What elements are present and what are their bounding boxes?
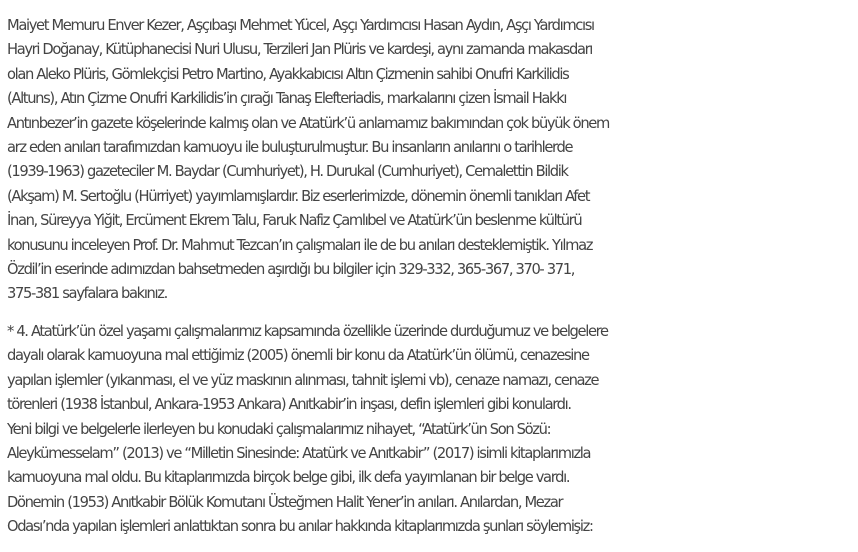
text-line: Odası’nda yapılan işlemleri anlattıktan sonra bu anılar hakkında kitaplarımızda şunları söylemişiz:: [7, 518, 593, 536]
text-line: (1939-1963) gazeteciler M. Baydar (Cumhuriyet), H. Durukal (Cumhuriyet), Cemalettin Bildik: [7, 163, 568, 181]
text-line: Dönemin (1953) Anıtkabir Bölük Komutanı Üsteğmen Halit Yener’in anıları. Anılardan, Mezar: [7, 493, 563, 511]
text-line: törenleri (1938 İstanbul, Ankara-1953 Ankara) Anıtkabir’in inşası, defin işlemleri gibi konulardı.: [7, 396, 571, 414]
paragraph-sources: [7, 14, 858, 307]
text-line: (Altuns), Atın Çizme Onufri Karkilidis’in çırağı Tanaş Elefteriadis, markalarını çizen İsmail Hakkı: [7, 90, 567, 108]
text-line: Antınbezer’in gazete köşelerinde kalmış olan ve Atatürk’ü anlamamız bakımından çok büyük önem: [7, 114, 609, 132]
text-line: olan Aleko Plüris, Gömlekçisi Petro Martino, Ayakkabıcısı Altın Çizmenin sahibi Onufri Karkilidis: [7, 65, 569, 83]
text-line: Hayri Doğanay, Kütüphanecisi Nuri Ulusu, Terzileri Jan Plüris ve kardeşi, aynı zamanda makasdarı: [7, 41, 593, 59]
text-line: Aleykümesselam” (2013) ve “Milletin Sinesinde: Atatürk ve Anıtkabir” (2017) isimli kitaplarımızla: [7, 444, 591, 462]
text-line: konusunu inceleyen Prof. Dr. Mahmut Tezcan’ın çalışmaları ile de bu anıları desteklemiştik. Yılmaz: [7, 236, 593, 254]
text-line: yapılan işlemler (yıkanması, el ve yüz maskının alınması, tahnit işlemi vb), cenaze namazı, cenaze: [7, 371, 599, 389]
article-body: [7, 14, 858, 540]
text-line: (Akşam) M. Sertoğlu (Hürriyet) yayımlamışlardır. Biz eserlerimizde, dönemin önemli tanıkları Afet: [7, 187, 590, 205]
text-line: Maiyet Memuru Enver Kezer, Aşçıbaşı Mehmet Yücel, Aşçı Yardımcısı Hasan Aydın, Aşçı Yardımcısı: [7, 17, 594, 34]
text-line: Özdil’in eserinde adımızdan bahsetmeden aşırdığı bu bilgiler için 329-332, 365-367, 370- 371,: [7, 261, 575, 279]
text-line: dayalı olarak kamuoyuna mal ettiğimiz (2005) önemli bir konu da Atatürk’ün ölümü, cenazesine: [7, 347, 589, 365]
text-line: İnan, Süreyya Yiğit, Ercüment Ekrem Talu, Faruk Nafiz Çamlıbel ve Atatürk’ün beslenme kültürü: [7, 212, 582, 230]
text-line: Yeni bilgi ve belgelerle ilerleyen bu konudaki çalışmalarımız nihayet, “Atatürk’ün Son Sözü:: [7, 420, 551, 438]
text-line: 375-381 sayfalara bakınız.: [7, 285, 167, 303]
paragraph-item-4: [7, 320, 858, 540]
text-line: kamuoyuna mal oldu. Bu kitaplarımızda birçok belge gibi, ilk defa yayımlanan bir belge vardı.: [7, 469, 570, 487]
text-line: arz eden anıları tarafımızdan kamuoyu ile buluşturulmuştur. Bu insanların anılarını o tarihlerde: [7, 139, 573, 157]
text-line: * 4. Atatürk’ün özel yaşamı çalışmalarımız kapsamında özellikle üzerinde durduğumuz ve belgelere: [7, 322, 608, 340]
